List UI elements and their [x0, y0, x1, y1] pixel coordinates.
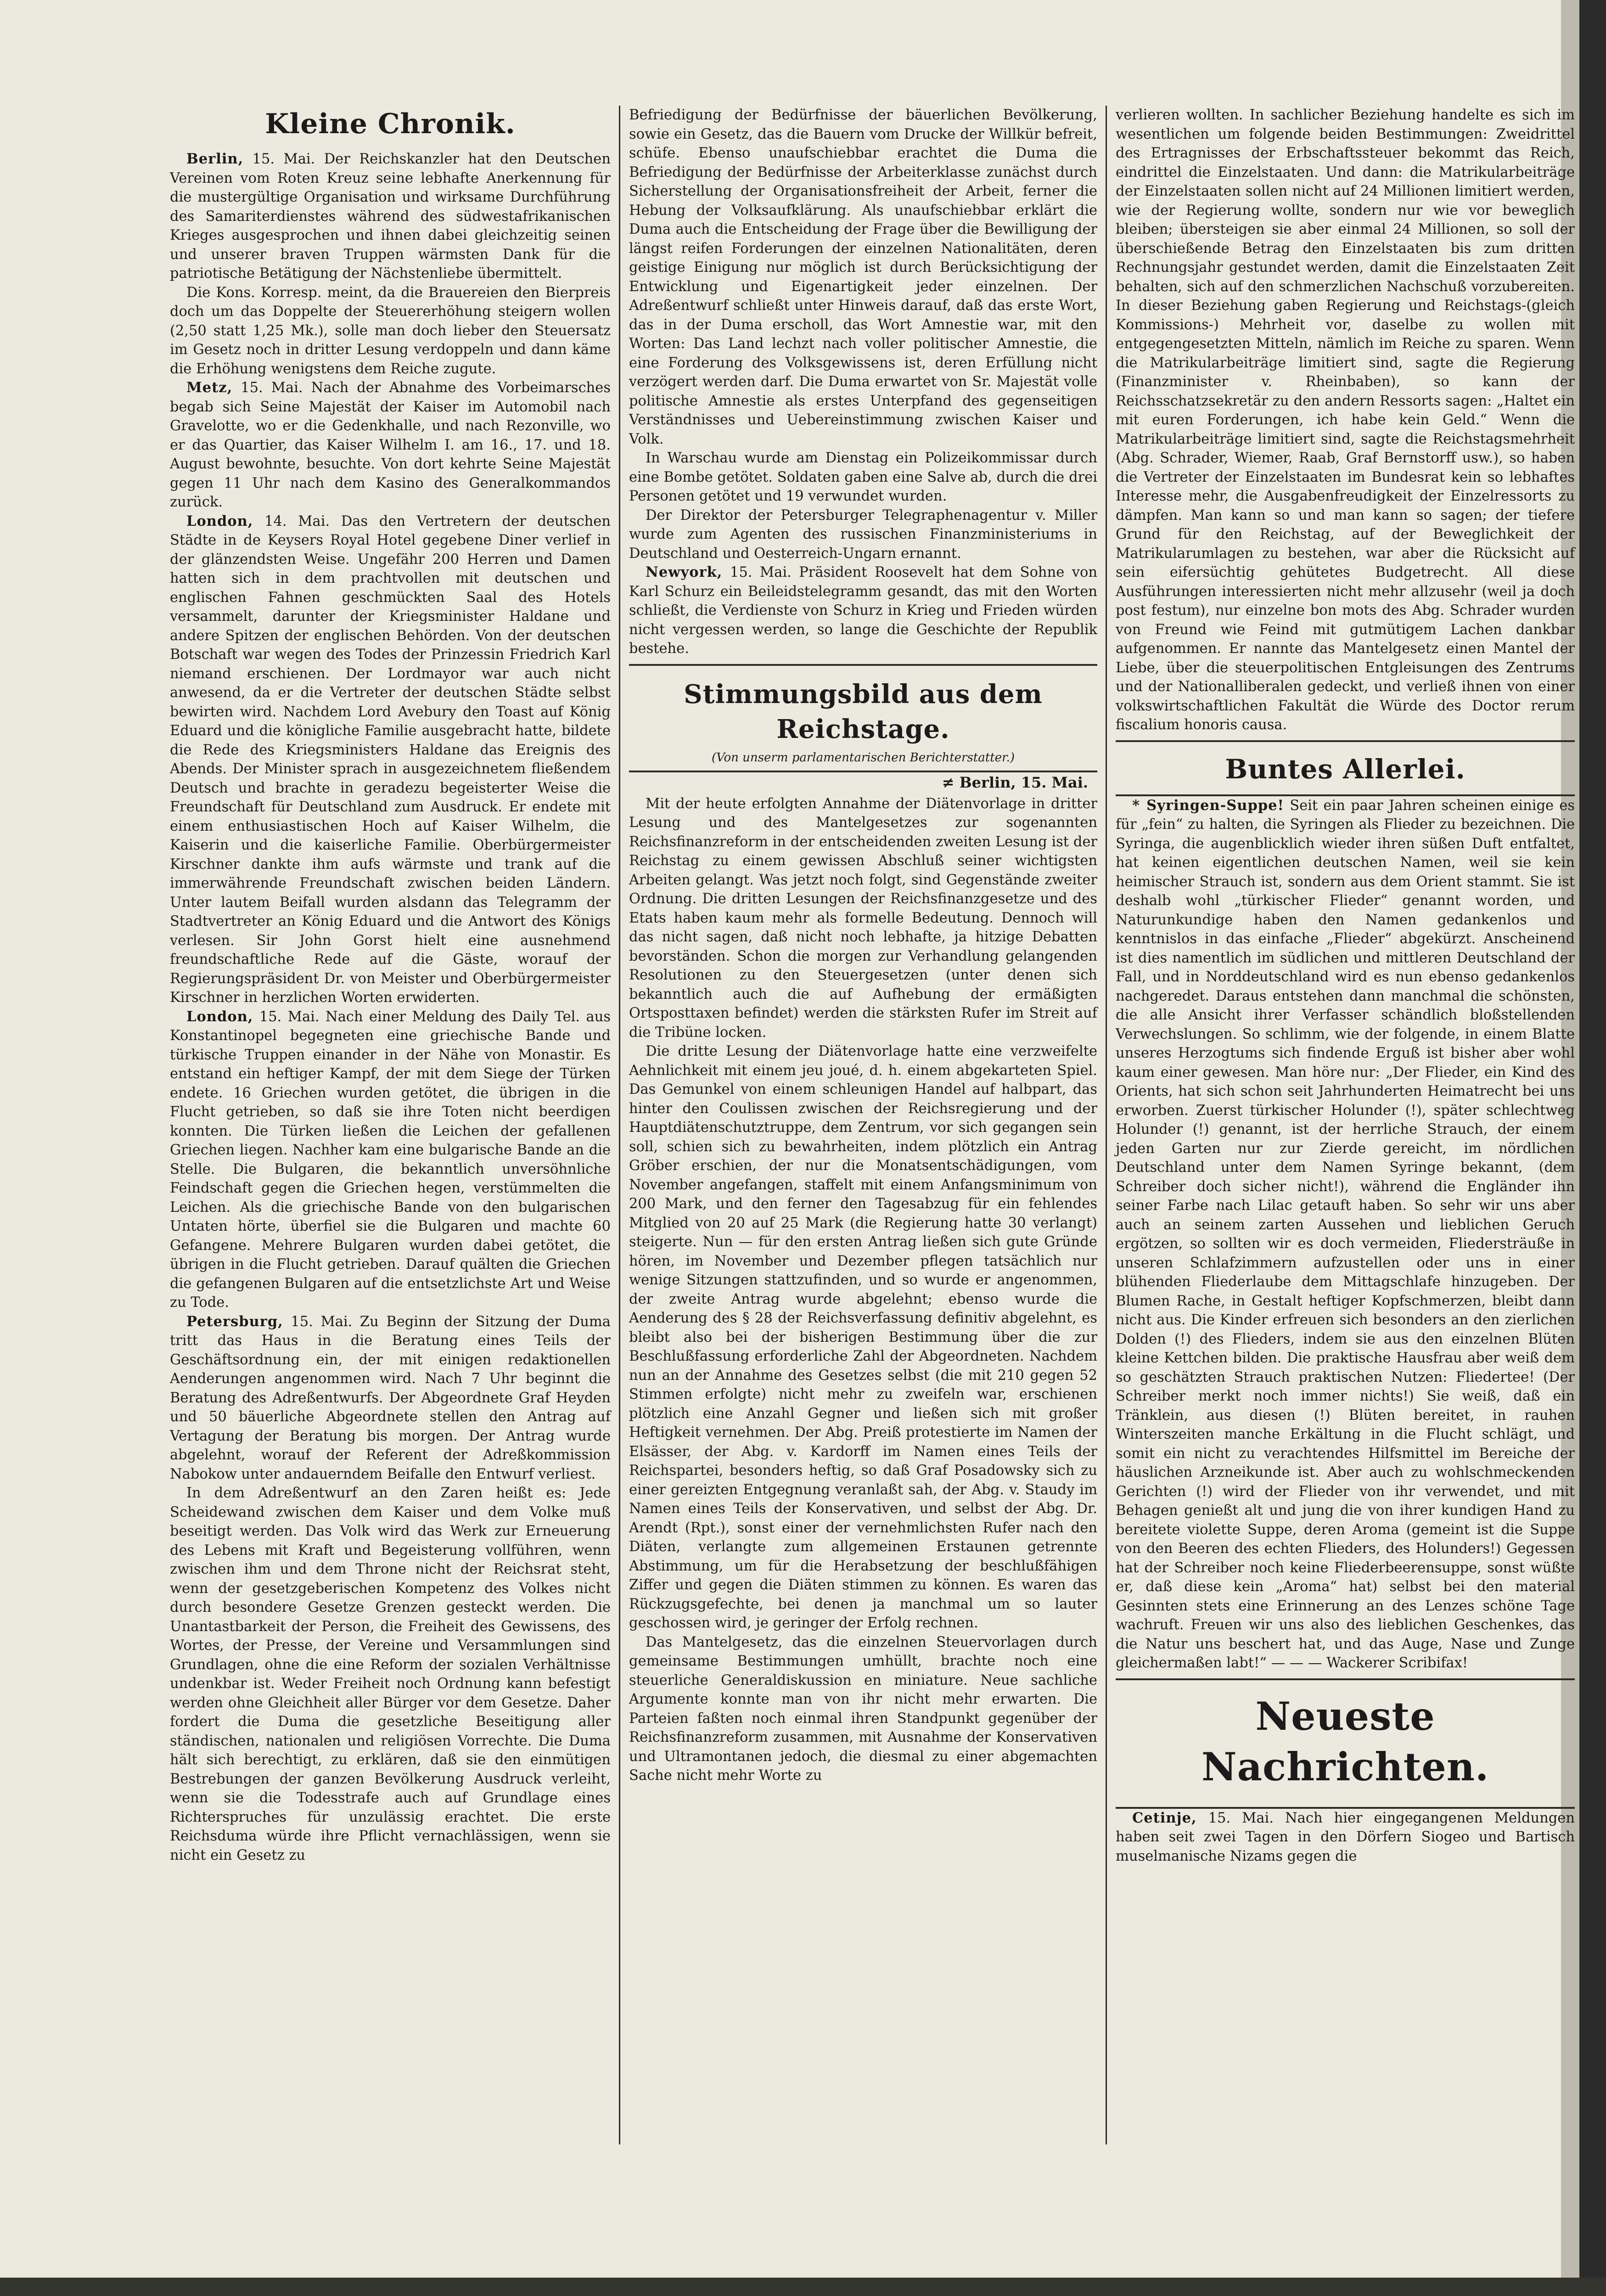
article-paragraph — [170, 1484, 611, 1865]
paragraph-text: 15. Mai. Der Reichskanzler hat den Deutschen Vereinen vom Roten Kreuz seine lebhafte Anerkennung für die mustergültige Organisation und wirksame Durchführung des Samariterdienstes während des südwestafrikanischen Krieges ausgesprochen und ihnen dabei gleichzeitig seinen und unserer braven Truppen wärmsten Dank für die patriotische Betätigung der Nächstenliebe übermittelt. — [170, 151, 611, 281]
buntes-allerlei-header — [1116, 740, 1575, 796]
article-paragraph — [170, 150, 611, 283]
column-rule — [619, 106, 620, 2144]
paragraph-text: In dem Adreßentwurf an den Zaren heißt es: Jede Scheidewand zwischen dem Kaiser und dem Volke muß beseitigt werden. Das Volk wird das Werk zur Erneuerung des Lebens mit Kraft und Begeisterung vollführen, wenn zwischen ihm und dem Throne nicht der Reichsrat steht, wenn der gesetzgeberischen Kompetenz des Volkes nicht durch besondere Gesetze Grenzen gesteckt werden. Die Unantastbarkeit der Person, die Freiheit des Gewissens, des Wortes, der Presse, der Vereine und Versammlungen sind Grundlagen, ohne die eine Reform der sozialen Verhältnisse undenkbar ist. Weder Freiheit noch Ordnung kann befestigt werden ohne Gleichheit aller Bürger vor dem Gesetze. Daher fordert die Duma die gesetzliche Beseitigung aller ständischen, nationalen und religiösen Vorrechte. Die Duma hält sich berechtigt, zu erklären, daß sie den einmütigen Bestrebungen der ganzen Bevölkerung Ausdruck verleiht, wenn sie die Todesstrafe auch auf Grundlage eines Richterspruches für unzulässig erachtet. Die erste Reichsduma würde ihre Pflicht vernachlässigen, wenn sie nicht ein Gesetz zu — [170, 1485, 611, 1863]
dateline-place: * Syringen-Suppe! — [1132, 797, 1284, 814]
section-heading-stimmungsbild: Stimmungsbild aus dem Reichstage. — [684, 679, 1043, 744]
neueste-nachrichten-body — [1116, 1809, 1575, 1866]
article-paragraph: verlieren wollten. In sachlicher Beziehung handelte es sich im wesentlichen um folgende beiden Bestimmungen: Zweidrittel des Ertragnisses der Erbschaftssteuer bekommt das Reich, eindrittel die Einzelstaaten. Und dann: die Matrikularbeiträge der Einzelstaaten sollen nicht auf 24 Millionen limitiert werden, wie der Regierung wollte, sondern nur wie vor beweglich bleiben; übersteigen sie aber einmal 24 Millionen, so soll der überschießende Betrag den Einzelstaaten bis zum dritten Rechnungsjahr gestundet werden, damit die Einzelstaaten Zeit behalten, sich auf den schmerzlichen Nachschuß vorzubereiten. In dieser Beziehung gaben Regierung und Reichstags-(gleich Kommissions-) Mehrheit vor, daselbe zu wollen mit entgegengesetzten Mitteln, nämlich im Reiche zu sparen. Wenn die Matrikularbeiträge limitiert sind, sagte die Regierung (Finanzminister v. Rheinbaben), so kann der Reichsschatzsekretär zu den andern Ressorts sagen: „Haltet ein mit euren Forderungen, ich habe kein Geld.“ Wenn die Matrikularbeiträge limitiert sind, sagte die Reichstagsmehrheit (Abg. Schrader, Wiemer, Raab, Graf Bernstorff usw.), so haben die Vertreter der Einzelstaaten im Bundesrat kein so lebhaftes Interesse mehr, die Ausgabenfreudigkeit der Einzelressorts zu dämpfen. Man kann so und man kann so sagen; der tiefere Grund für den Reichstag, auf der Beweglichkeit der Matrikularumlagen zu bestehen, war aber die Rücksicht auf sein eifersüchtig gehütetes Budgetrecht. All diese Ausführungen interessierten nicht mehr allzusehr (weil ja doch post festum), nur einzelne bon mots des Abg. Schrader wurden von Freund wie Feind mit gutmütigem Lachen dankbar aufgenommen. Er nannte das Mantelgesetz einen Mantel der Liebe, über die steuerpolitischen Entgleisungen des Zentrums und der Nationalliberalen gedeckt, und verließ ihnen von einer volkswirtschaftlichen Fakultät die Würde des Doctor rerum fiscalium honoris causa. — [1116, 107, 1575, 733]
paragraph-text: Seit ein paar Jahren scheinen einige es für „fein“ zu halten, die Syringen als Flieder zu bezeichnen. Die Syringa, die augenblicklich wieder ihren süßen Duft entfaltet, hat keinen eigentlichen deutschen Namen, weil sie kein heimischer Strauch ist, sondern aus dem Orient stammt. Sie ist deshalb wohl „türkischer Flieder“ genannt worden, und Naturunkundige haben den Namen gedankenlos und kenntnislos in das einfache „Flieder“ abgekürzt. Anscheinend ist dies namentlich im südlichen und mittleren Deutschland der Fall, und in Norddeutschland wird es nun ebenso gedankenlos nachgeredet. Daraus entstehen dann manchmal die schönsten, die alle Ansicht ihrer Verfasser schändlich bloßstellenden Verwechslungen. So schlimm, wie der folgende, in einem Blatte unseres Herzogtums sich findende Erguß ist bisher aber wohl kaum einer gewesen. Man höre nur: „Der Flieder, ein Kind des Orients, hat sich schon seit Jahrhunderten Heimatrecht bei uns erworben. Zuerst türkischer Holunder (!), später schlechtweg Holunder (!) genannt, ist der herrliche Strauch, der einem jeden Garten nur zur Zierde gereicht, im nördlichen Deutschland unter dem Namen Syringe bekannt, (dem Schreiber doch sicher nicht!), während die Engländer ihn seiner Farbe nach Lilac getauft haben. So sehr wir uns aber auch an seinem zarten Aussehen und lieblichen Geruch ergötzen, so sollten wir es doch vermeiden, Fliedersträuße in unseren Schlafzimmern aufzustellen oder uns in einer blühenden Fliederlaube dem Mittagschlafe hinzugeben. Der Blumen Rache, in Gestalt heftiger Kopfschmerzen, bleibt dann nicht aus. Die Kinder erfreuen sich besonders an den zierlichen Dolden (!) des Flieders, indem sie aus den einzelnen Blüten kleine Kettchen bilden. Die praktische Hausfrau aber weiß dem so geschätzten Strauch praktischen Nutzen: Fliedertee! (Der Schreiber merkt noch immer nichts!) Sie weiß, daß ein Tränklein, aus diesen (!) Blüten bereitet, in rauhen Winterszeiten manche Erkältung in die Flucht schlägt, und somit ein nicht zu verachtendes Hilfsmittel im Bereiche der häuslichen Arzneikunde ist. Aber auch zu wohlschmeckenden Gerichten (!) wird der Flieder von ihr verwendet, und mit Behagen genießt alt und jung die von ihrer kundigen Hand zu bereitete violette Suppe, deren Aroma (gemeint ist die Suppe von den Beeren des echten Flieders, des Holunders!) Gegessen hat der Schreiber noch keine Fliederbeerensuppe, sonst wüßte er, daß diese kein „Aroma“ hat) selbst bei den material Gesinnten stets eine Erinnerung an des Lenzes schöne Tage wachruft. Freuen wir uns also des lieblichen Geschenkes, das die Natur uns beschert hat, und das Auge, Nase und Zunge gleichermaßen labt!“ — — — Wackerer Scribifax! — [1116, 797, 1575, 1671]
paragraph-text: Die Kons. Korresp. meint, da die Brauereien den Bierpreis doch um das Doppelte der Steuererhöhung steigern wollen (2,50 statt 1,25 Mk.), solle man doch lieber den Steuersatz im Gesetz noch in dritter Lesung verdoppeln und dann käme die Erhöhung wenigstens dem Reiche zugute. — [170, 284, 611, 377]
article-paragraph — [1116, 796, 1575, 1673]
article-paragraph — [1116, 1809, 1575, 1866]
section-heading-neueste-nachrichten: Neueste Nachrichten. — [1201, 1693, 1489, 1790]
dateline-place: London, — [186, 512, 253, 529]
paragraph-text: 15. Mai. Zu Beginn der Sitzung der Duma tritt das Haus in die Beratung eines Teils der Geschäftsordnung ein, der mit einigen redaktionellen Aenderungen angenommen wird. Nach 7 Uhr beginnt die Beratung des Adreßentwurfs. Der Abgeordnete Graf Heyden und 50 bäuerliche Abgeordnete stellen den Antrag auf Vertagung der Beratung bis morgen. Der Antrag wurde abgelehnt, worauf der Referent der Adreßkommission Nabokow unter andauerndem Beifalle den Entwurf verliest. — [170, 1313, 611, 1482]
article-paragraph — [170, 378, 611, 512]
dateline-place: London, — [186, 1008, 253, 1025]
paragraph-text: 15. Mai. Nach hier eingegangenen Meldungen haben seit zwei Tagen in den Dörfern Siogeo und Bartisch muselmanische Nizams gegen die — [1116, 1810, 1575, 1864]
article-paragraph — [170, 283, 611, 379]
stimmungsbild-body — [629, 794, 1097, 1785]
article-paragraph — [170, 1312, 611, 1484]
dateline-place: Newyork, — [646, 564, 723, 580]
dateline-place: Cetinje, — [1132, 1809, 1197, 1826]
section-heading-kleine-chronik: Kleine Chronik. — [265, 108, 516, 140]
scanner-border-bottom — [0, 2278, 1606, 2296]
article-paragraph — [629, 563, 1097, 658]
column-3 — [1116, 106, 1575, 1866]
paragraph-text: 15. Mai. Nach der Abnahme des Vorbeimarsches begab sich Seine Majestät der Kaiser im Automobil nach Gravelotte, wo er die Gedenkhalle, und nach Rezonville, wo er das Quartier, das Kaiser Wilhelm I. am 16., 17. und 18. August bewohnte, besuchte. Von dort kehrte Seine Majestät gegen 11 Uhr nach dem Kasino des Generalkommandos zurück. — [170, 380, 611, 510]
paragraph-text: 15. Mai. Nach einer Meldung des Daily Tel. aus Konstantinopel begegneten eine griechische Bande und türkische Truppen einander in der Nähe von Monastir. Es entstand ein heftiger Kampf, der mit dem Siege der Türken endete. 16 Griechen wurden getötet, die übrigen in die Flucht getrieben, so daß sie ihre Toten nicht beerdigen konnten. Die Türken ließen die Leichen der gefallenen Griechen liegen. Nachher kam eine bulgarische Bande an die Stelle. Die Bulgaren, die bekanntlich unversöhnliche Feindschaft gegen die Griechen hegen, verstümmelten die Leichen. Als die griechische Bande von den bulgarischen Untaten hörte, überfiel sie die Bulgaren und machte 60 Gefangene. Mehrere Bulgaren wurden dabei getötet, die übrigen in die Flucht getrieben. Darauf quälten die Griechen die gefangenen Bulgaren auf die entsetzlichste Art und Weise zu Tode. — [170, 1008, 611, 1311]
neueste-nachrichten-header — [1116, 1678, 1575, 1809]
kleine-chronik-body — [170, 150, 611, 1865]
continued-articles — [629, 106, 1097, 658]
article-paragraph: Das Mantelgesetz, das die einzelnen Steuervorlagen durch gemeinsame Bestimmungen umhüllt, brachte noch eine steuerliche Generaldiskussion en miniature. Neue sachliche Argumente konnte man von ihr nicht mehr erwarten. Die Parteien faßten noch einmal ihren Standpunkt gegenüber der Reichsfinanzreform zusammen, mit Ausnahme der Konservativen und Ultramontanen jedoch, die diesmal zu einer abgemachten Sache nicht mehr Worte zu — [629, 1634, 1097, 1784]
article-paragraph: Die dritte Lesung der Diätenvorlage hatte eine verzweifelte Aehnlichkeit mit einem jeu joué, d. h. einem abgekarteten Spiel. Das Gemunkel von einem schleunigen Handel auf halbpart, das hinter den Coulissen zwischen der Reichsregierung und der Hauptdiätenschutztruppe, dem Zentrum, vor sich gegangen sein soll, schien sich zu bewahrheiten, indem plötzlich ein Antrag Gröber erschien, der nur die Monatsentschädigungen, vom November angefangen, staffelt mit einem Anfangsminimum von 200 Mark, und den ferner den Tagesabzug für ein fehlendes Mitglied von 20 auf 25 Mark (die Regierung hatte 30 verlangt) steigerte. Nun — für den ersten Antrag ließen sich gute Gründe hören, im November und Dezember pflegen tatsächlich nur wenige Sitzungen stattzufinden, und so wurde er angenommen, der zweite Antrag wurde abgelehnt; ebenso wurde die Aenderung des § 28 der Reichsverfassung definitiv abgelehnt, es bleibt also bei der bisherigen Bestimmung über die zur Beschlußfassung erforderliche Zahl der Abgeordneten. Nachdem nun an der Annahme des Gesetzes selbst (die mit 210 gegen 52 Stimmen erfolgte) nicht mehr zu zweifeln war, erschienen plötzlich eine Anzahl Gegner und ließen sich mit großer Heftigkeit vernehmen. Der Abg. Preiß protestierte im Namen der Elsässer, der Abg. v. Kardorff im Namen eines Teils der Reichspartei, besonders heftig, so daß Graf Posadowsky sich zu einer gereizten Entgegnung veranlaßt sah, der Abg. v. Staudy im Namen eines Teils der Konservativen, und selbst der Abg. Dr. Arendt (Rpt.), sonst einer der vernehmlichsten Rufer nach den Diäten, verlangte zum allgemeinen Erstaunen getrennte Abstimmung, um für die Herabsetzung der beschlußfähigen Ziffer und gegen die Diäten stimmen zu können. Es waren das Rückzugsgefechte, bei denen ja manchmal um so lauter geschossen wird, je geringer der Erfolg rechnen. — [629, 1043, 1097, 1631]
article-paragraph — [629, 506, 1097, 563]
buntes-allerlei-body — [1116, 796, 1575, 1673]
article-paragraph — [170, 512, 611, 1007]
section-subheading: (Von unserm parlamentarischen Berichterstatter.) — [711, 750, 1015, 765]
paragraph-text: Befriedigung der Bedürfnisse der bäuerlichen Bevölkerung, sowie ein Gesetz, das die Bauern vom Drucke der Willkür befreit, schüfe. Ebenso unaufschiebbar erachtet die Duma die Befriedigung der Bedürfnisse der Arbeiterklasse zunächst durch Sicherstellung der Organisationsfreiheit der Arbeit, ferner die Hebung der Volksaufklärung. Als unaufschiebbar erklärt die Duma auch die Entscheidung der Frage über die Bewilligung der längst reifen Forderungen der einzelnen Nationalitäten, deren geistige Einigung nur möglich ist durch Berücksichtigung der Entwicklung und Eigenartigkeit jeder einzelnen. Der Adreßentwurf schließt unter Hinweis darauf, daß das erste Wort, das in der Duma erscholl, das Wort Amnestie war, mit den Worten: Das Land lechzt nach voller politischer Amnestie, die eine Forderung des Volksgewissens ist, deren Erfüllung nicht verzögert werden darf. Die Duma erwartet von Sr. Majestät volle politische Amnestie als erstes Unterpfand des gegenseitigen Verständnisses und Uebereinstimmung zwischen Kaiser und Volk. — [629, 107, 1097, 447]
article-paragraph — [170, 1007, 611, 1312]
column-1 — [170, 106, 611, 1865]
dateline-place: Petersburg, — [186, 1313, 283, 1330]
dateline-place: Metz, — [186, 379, 233, 396]
column-2 — [629, 106, 1097, 1785]
stimmungsbild-continued — [1116, 106, 1575, 735]
newspaper-page — [170, 106, 1575, 2264]
article-paragraph — [629, 449, 1097, 506]
paragraph-text: 15. Mai. Präsident Roosevelt hat dem Sohne von Karl Schurz ein Beileidstelegramm gesandt, das mit den Worten schließt, die Verdienste von Schurz in Krieg und Frieden würden nicht vergessen werden, so lange die Geschichte der Republik bestehe. — [629, 564, 1097, 657]
paragraph-text: Der Direktor der Petersburger Telegraphenagentur v. Miller wurde zum Agenten des russischen Finanzministeriums in Deutschland und Oesterreich-Ungarn ernannt. — [629, 507, 1097, 562]
stimmungsbild-header — [629, 664, 1097, 772]
scanner-border-right — [1579, 0, 1606, 2296]
article-dateline: ≠ Berlin, 15. Mai. — [942, 773, 1088, 791]
dateline-place: Berlin, — [186, 151, 244, 167]
column-rule — [1106, 106, 1107, 2144]
paragraph-text: In Warschau wurde am Dienstag ein Polizeikommissar durch eine Bombe getötet. Soldaten gaben eine Salve ab, durch die drei Personen getötet und 19 verwundet wurden. — [629, 450, 1097, 504]
section-heading-buntes-allerlei: Buntes Allerlei. — [1225, 753, 1466, 785]
paragraph-text: 14. Mai. Das den Vertretern der deutschen Städte in de Keysers Royal Hotel gegebene Diner verlief in der glänzendsten Weise. Ungefähr 200 Herren und Damen hatten sich in dem prachtvollen mit deutschen und englischen Fahnen geschmückten Saal des Hotels versammelt, darunter der Kriegsminister Haldane und andere Spitzen der englischen Behörden. Von der deutschen Botschaft war wegen des Todes der Prinzessin Friedrich Karl niemand erschienen. Der Lordmayor war auch nicht anwesend, da er die Vertreter der deutschen Städte selbst bewirten wird. Nachdem Lord Avebury den Toast auf König Eduard und die königliche Familie ausgebracht hatte, bildete die Rede des Kriegsministers Haldane das Ereignis des Abends. Der Minister sprach in ausgezeichnetem fließendem Deutsch und brachte in geradezu begeisterter Weise die Freundschaft für Deutschland zum Ausdruck. Er endete mit einem enthusiastischen Hoch auf Kaiser Wilhelm, die Kaiserin und die kaiserliche Familie. Oberbürgermeister Kirschner dankte ihm aufs wärmste und trank auf die immerwährende Freundschaft zwischen beiden Ländern. Unter lautem Beifall wurden alsdann das Telegramm der Stadtvertreter an König Eduard und die Antwort des Königs verlesen. Sir John Gorst hielt eine ausnehmend freundschaftliche Rede auf die Gäste, worauf der Regierungspräsident Dr. von Meister und Oberbürgermeister Kirschner in herzlichen Worten erwiderten. — [170, 513, 611, 1006]
article-paragraph: Mit der heute erfolgten Annahme der Diätenvorlage in dritter Lesung und des Mantelgesetzes zur sogenannten Reichsfinanzreform in der entscheidenden zweiten Lesung ist der Reichstag zu einem gewissen Abschluß seiner wichtigsten Arbeiten gelangt. Was jetzt noch folgt, sind Gegenstände zweiter Ordnung. Die dritten Lesungen der Reichsfinanzgesetze und des Etats haben kaum mehr als formelle Bedeutung. Dennoch will das nicht sagen, daß nicht noch lebhafte, ja hitzige Debatten bevorständen. Schon die morgen zur Verhandlung gelangenden Resolutionen zu den Steuergesetzen (unter denen sich bekanntlich auch die auf Aufhebung der ermäßigten Ortsposttaxen befindet) werden die stärksten Rufer im Streit auf die Tribüne locken. — [629, 795, 1097, 1041]
article-paragraph — [629, 106, 1097, 449]
